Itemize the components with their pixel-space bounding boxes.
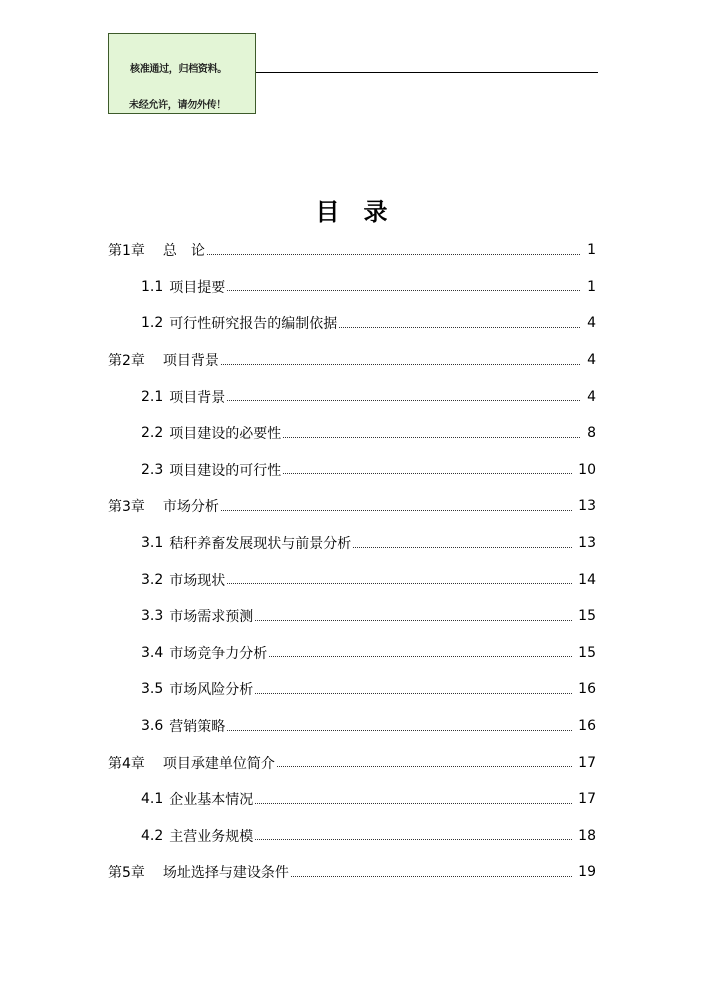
toc-entry-number: 第3章 — [108, 499, 145, 516]
toc-entry-title: 项目背景 — [169, 389, 226, 406]
toc-page-number: 16 — [578, 681, 596, 698]
toc-entry-number: 2.3 — [141, 461, 164, 478]
toc-leader-dots — [227, 583, 572, 584]
toc-section-entry[interactable] — [108, 452, 598, 489]
approval-stamp — [108, 33, 256, 114]
toc-entry-title: 市场现状 — [169, 572, 226, 589]
toc-leader-dots — [353, 547, 572, 548]
toc-page-number: 8 — [587, 425, 596, 442]
toc-entry-title: 项目提要 — [169, 279, 226, 296]
toc-entry-number: 3.5 — [141, 681, 164, 698]
toc-section-entry[interactable] — [108, 561, 598, 598]
toc-leader-dots — [221, 510, 572, 511]
toc-page-number: 4 — [587, 388, 596, 405]
toc-chapter-entry[interactable] — [108, 488, 598, 525]
toc-entry-number: 4.1 — [141, 791, 164, 808]
toc-page-number: 10 — [578, 461, 596, 478]
toc-section-entry[interactable] — [108, 415, 598, 452]
toc-entry-title: 营销策略 — [169, 719, 226, 736]
toc-entry-title: 市场需求预测 — [169, 609, 254, 626]
toc-leader-dots — [227, 730, 572, 731]
toc-page-number: 19 — [578, 864, 596, 881]
toc-section-entry[interactable] — [108, 269, 598, 306]
toc-page-number: 15 — [578, 644, 596, 661]
toc-entry-number: 1.2 — [141, 315, 164, 332]
toc-chapter-entry[interactable] — [108, 232, 598, 269]
toc-leader-dots — [283, 473, 572, 474]
toc-section-entry[interactable] — [108, 378, 598, 415]
toc-entry-number: 第2章 — [108, 353, 145, 370]
toc-entry-number: 第5章 — [108, 865, 145, 882]
toc-entry-number: 2.2 — [141, 425, 164, 442]
toc-leader-dots — [277, 766, 572, 767]
toc-section-entry[interactable] — [108, 708, 598, 745]
toc-entry-number: 3.2 — [141, 571, 164, 588]
toc-entry-title: 项目承建单位简介 — [162, 755, 275, 772]
toc-entry-title: 市场风险分析 — [169, 682, 254, 699]
toc-page-number: 1 — [587, 242, 596, 259]
toc-entry-number: 3.4 — [141, 644, 164, 661]
toc-entry-number: 3.3 — [141, 608, 164, 625]
toc-leader-dots — [255, 803, 572, 804]
toc-leader-dots — [283, 437, 580, 438]
toc-section-entry[interactable] — [108, 525, 598, 562]
toc-entry-title: 市场竞争力分析 — [169, 645, 268, 662]
toc-leader-dots — [269, 656, 572, 657]
toc-leader-dots — [255, 693, 572, 694]
header-rule — [256, 72, 598, 73]
toc-page-number: 17 — [578, 791, 596, 808]
toc-entry-number: 4.2 — [141, 827, 164, 844]
toc-section-entry[interactable] — [108, 671, 598, 708]
toc-page-number: 1 — [587, 278, 596, 295]
toc-page-number: 13 — [578, 535, 596, 552]
toc-leader-dots — [227, 290, 580, 291]
toc-entry-title: 市场分析 — [162, 499, 219, 516]
toc-entry-number: 第4章 — [108, 755, 145, 772]
toc-entry-number: 1.1 — [141, 278, 164, 295]
toc-chapter-entry[interactable] — [108, 854, 598, 891]
toc-page-number: 13 — [578, 498, 596, 515]
toc-page-number: 15 — [578, 608, 596, 625]
toc-entry-title: 秸秆养畜发展现状与前景分析 — [169, 536, 352, 553]
toc-section-entry[interactable] — [108, 635, 598, 672]
toc-entry-title: 主营业务规模 — [169, 828, 254, 845]
toc-section-entry[interactable] — [108, 305, 598, 342]
toc-leader-dots — [255, 620, 572, 621]
toc-entry-title: 项目建设的必要性 — [169, 426, 282, 443]
toc-leader-dots — [227, 400, 580, 401]
toc-leader-dots — [255, 839, 572, 840]
toc-entry-title: 项目背景 — [162, 353, 219, 370]
toc-entry-title: 企业基本情况 — [169, 792, 254, 809]
toc-page-number: 14 — [578, 571, 596, 588]
toc-leader-dots — [291, 876, 572, 877]
stamp-line-2: 未经允许，请勿外传！ — [129, 100, 226, 111]
toc-entry-title: 总 论 — [162, 243, 205, 260]
toc-page-number: 4 — [587, 352, 596, 369]
toc-entry-number: 第1章 — [108, 243, 145, 260]
toc-page-number: 4 — [587, 315, 596, 332]
toc-chapter-entry[interactable] — [108, 342, 598, 379]
toc-entry-number: 3.6 — [141, 718, 164, 735]
toc-page-number: 16 — [578, 718, 596, 735]
table-of-contents — [108, 232, 598, 891]
toc-leader-dots — [221, 364, 580, 365]
toc-title: 目录 — [315, 197, 412, 226]
stamp-line-1: 核准通过，归档资料。 — [130, 64, 227, 75]
toc-section-entry[interactable] — [108, 781, 598, 818]
toc-leader-dots — [339, 327, 580, 328]
toc-entry-title: 项目建设的可行性 — [169, 462, 282, 479]
toc-entry-title: 场址选择与建设条件 — [162, 865, 289, 882]
toc-section-entry[interactable] — [108, 598, 598, 635]
toc-entry-title: 可行性研究报告的编制依据 — [169, 316, 338, 333]
toc-entry-number: 3.1 — [141, 535, 164, 552]
toc-page-number: 18 — [578, 827, 596, 844]
toc-leader-dots — [207, 254, 580, 255]
toc-page-number: 17 — [578, 754, 596, 771]
toc-chapter-entry[interactable] — [108, 744, 598, 781]
toc-entry-number: 2.1 — [141, 388, 164, 405]
toc-section-entry[interactable] — [108, 818, 598, 855]
